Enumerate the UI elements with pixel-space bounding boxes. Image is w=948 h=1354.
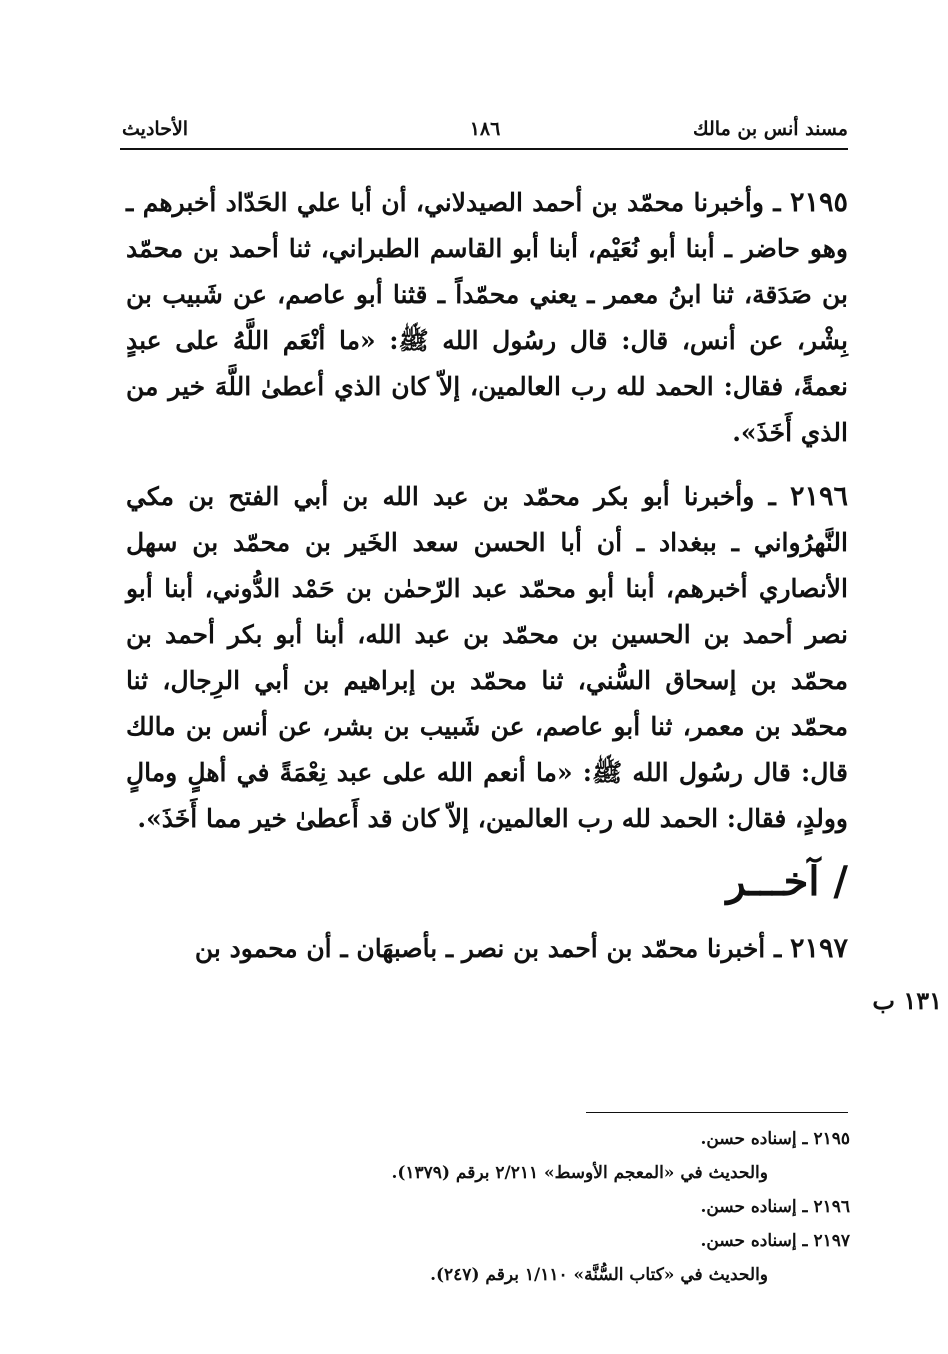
footnote-rule xyxy=(586,1112,848,1113)
hadith-2196 xyxy=(126,474,848,842)
footnote: ٢١٩٥ ـ إسناده حسن. xyxy=(700,1129,850,1149)
page-number: ١٨٦ xyxy=(469,118,501,140)
hadith-2195 xyxy=(126,180,848,456)
header-section-title: الأحاديث xyxy=(122,118,189,140)
header-rule xyxy=(120,148,848,150)
header-book-title: مسند أنس بن مالك xyxy=(693,118,848,140)
hadith-text: ـ أخبرنا محمّد بن أحمد بن نصر ـ بأصبهَان ـ أن محمود بن xyxy=(194,934,790,963)
hadith-2197 xyxy=(126,926,848,972)
footnotes xyxy=(160,1122,850,1292)
footnote: ٢١٩٦ ـ إسناده حسن. xyxy=(700,1197,850,1217)
hadith-number: ٢١٩٧ xyxy=(789,933,848,964)
manuscript-folio-note: ١٣١ ب xyxy=(872,986,942,1015)
hadith-text: ـ وأخبرنا أبو بكر محمّد بن عبد الله بن أبي الفتح بن مكي النَّهرُواني ـ ببغداد ـ أن أبا الحسن سعد الخَير بن محمّد بن سهل الأنصاري أخبرهم، أبنا أبو محمّد عبد الرّحمٰن بن حَمْد الدُّوني، أبنا أبو نصر أحمد بن الحسين بن محمّد بن عبد الله، أبنا أبو بكر أحمد بن محمّد بن إسحاق السُّني، ثنا محمّد بن إبراهيم بن أبي الرِجال، ثنا محمّد بن معمر، ثنا أبو عاصم، عن شَبيب بن بشر، عن أنس بن مالك قال: قال رسُول الله ﷺ: «ما أنعم الله على عبد نِعْمَةً في أهلٍ ومالٍ وولدٍ، فقال: الحمد لله رب العالمين، إلاّ كان قد أَعطىٰ خير مما أَخَذَ». xyxy=(126,482,848,833)
running-header xyxy=(122,112,848,146)
footnote: والحديث في «المعجم الأوسط» ٢/٢١١ برقم (١٣٧٩). xyxy=(391,1163,768,1183)
section-heading: / آخـــر xyxy=(726,858,848,905)
hadith-number: ٢١٩٥ xyxy=(789,187,848,218)
main-text xyxy=(126,180,848,990)
hadith-number: ٢١٩٦ xyxy=(789,481,848,512)
footnote: ٢١٩٧ ـ إسناده حسن. xyxy=(700,1231,850,1251)
hadith-text: ـ وأخبرنا محمّد بن أحمد الصيدلاني، أن أبا علي الحَدّاد أخبرهم ـ وهو حاضر ـ أبنا أبو نُعَيْم، أبنا أبو القاسم الطبراني، ثنا أحمد بن محمّد بن صَدَقة، ثنا ابنُ معمر ـ يعني محمّداً ـ قثنا أبو عاصم، عن شَبيب بن بِشْر، عن أنس، قال: قال رسُول الله ﷺ: «ما أنْعَم اللَّهُ على عبدٍ نعمةً، فقال: الحمد لله رب العالمين، إلاّ كان الذي أعطىٰ اللَّهَ خير من الذي أَخَذَ». xyxy=(126,188,848,447)
footnote: والحديث في «كتاب السُّنَّة» ١/١١٠ برقم (٢٤٧). xyxy=(430,1265,768,1285)
